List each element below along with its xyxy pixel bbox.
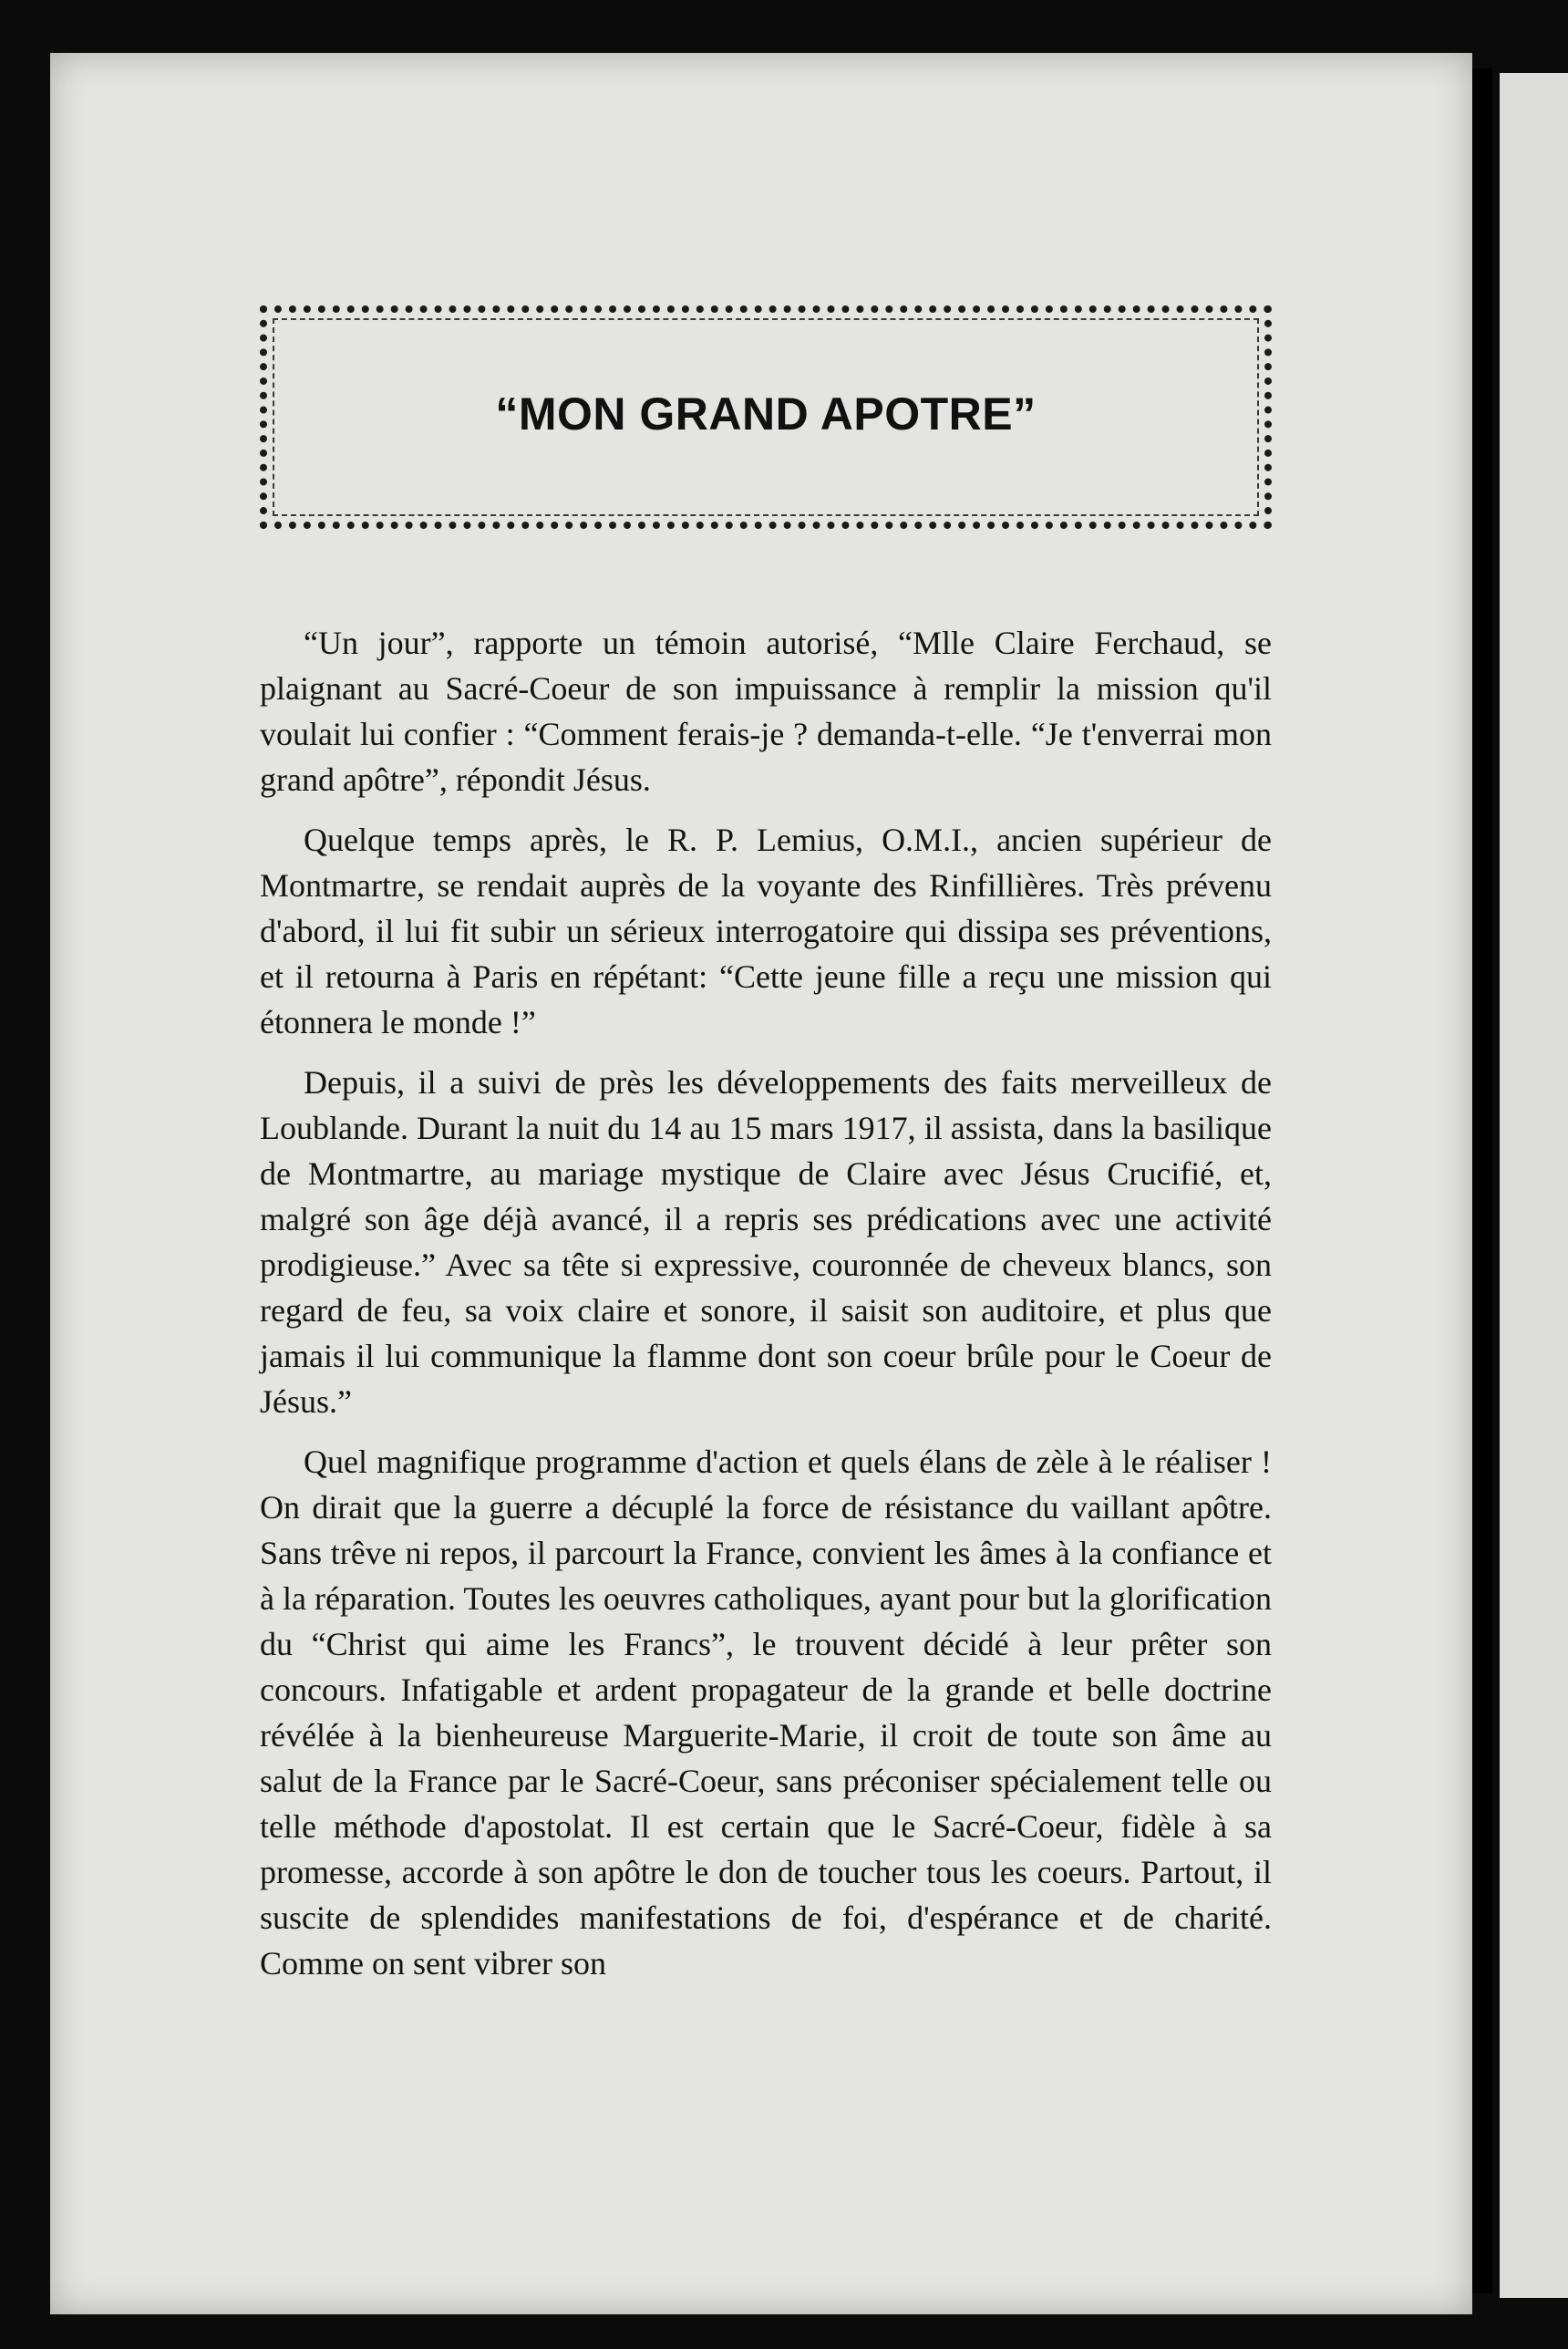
page-gutter	[1472, 68, 1492, 2293]
paragraph-2: Quelque temps après, le R. P. Lemius, O.M.I., ancien supérieur de Montmartre, se rendait auprès de la voyante des Rinfillières. Très prévenu d'abord, il lui fit subir un sérieux interrogatoire qui dissipa ses préventions, et il retourna à Paris en répétant: “Cette jeune fille a reçu une mission qui étonnera le monde !”	[260, 822, 1272, 1040]
paragraph-3: Depuis, il a suivi de près les développements des faits merveilleux de Loublande. Durant la nuit du 14 au 15 mars 1917, il assista, dans la basilique de Montmartre, au mariage mystique de Claire avec Jésus Crucifié, et, malgré son âge déjà avancé, il a repris ses prédications avec une activité prodigieuse.” Avec sa tête si expressive, couronnée de cheveux blancs, son regard de feu, sa voix claire et sonore, il saisit son auditoire, et plus que jamais il lui communique la flamme dont son coeur brûle pour le Coeur de Jésus.”	[260, 1064, 1272, 1420]
title-ornamental-frame	[260, 305, 1272, 529]
chapter-title: “MON GRAND APOTRE”	[495, 388, 1037, 440]
paragraph-4: Quel magnifique programme d'action et quels élans de zèle à le réaliser ! On dirait que la guerre a décuplé la force de résistance du vaillant apôtre. Sans trêve ni repos, il parcourt la France, convient les âmes à la confiance et à la réparation. Toutes les oeuvres catholiques, ayant pour but la glorification du “Christ qui aime les Francs”, le trouvent décidé à leur prêter son concours. Infatigable et ardent propagateur de la grande et belle doctrine révélée à la bienheureuse Marguerite-Marie, il croit de toute son âme au salut de la France par le Sacré-Coeur, sans préconiser spécialement telle ou telle méthode d'apostolat. Il est certain que le Sacré-Coeur, fidèle à sa promesse, accorde à son apôtre le don de toucher tous les coeurs. Partout, il suscite de splendides manifestations de foi, d'espérance et de charité. Comme on sent vibrer son	[260, 1444, 1272, 1982]
adjacent-page-edge	[1500, 73, 1568, 2298]
paragraph-1: “Un jour”, rapporte un témoin autorisé, “Mlle Claire Ferchaud, se plaignant au Sacré-Coeur de son impuissance à remplir la mission qu'il voulait lui confier : “Comment ferais-je ? demanda-t-elle. “Je t'enverrai mon grand apôtre”, répondit Jésus.	[260, 625, 1272, 798]
body-text	[260, 620, 1272, 2001]
